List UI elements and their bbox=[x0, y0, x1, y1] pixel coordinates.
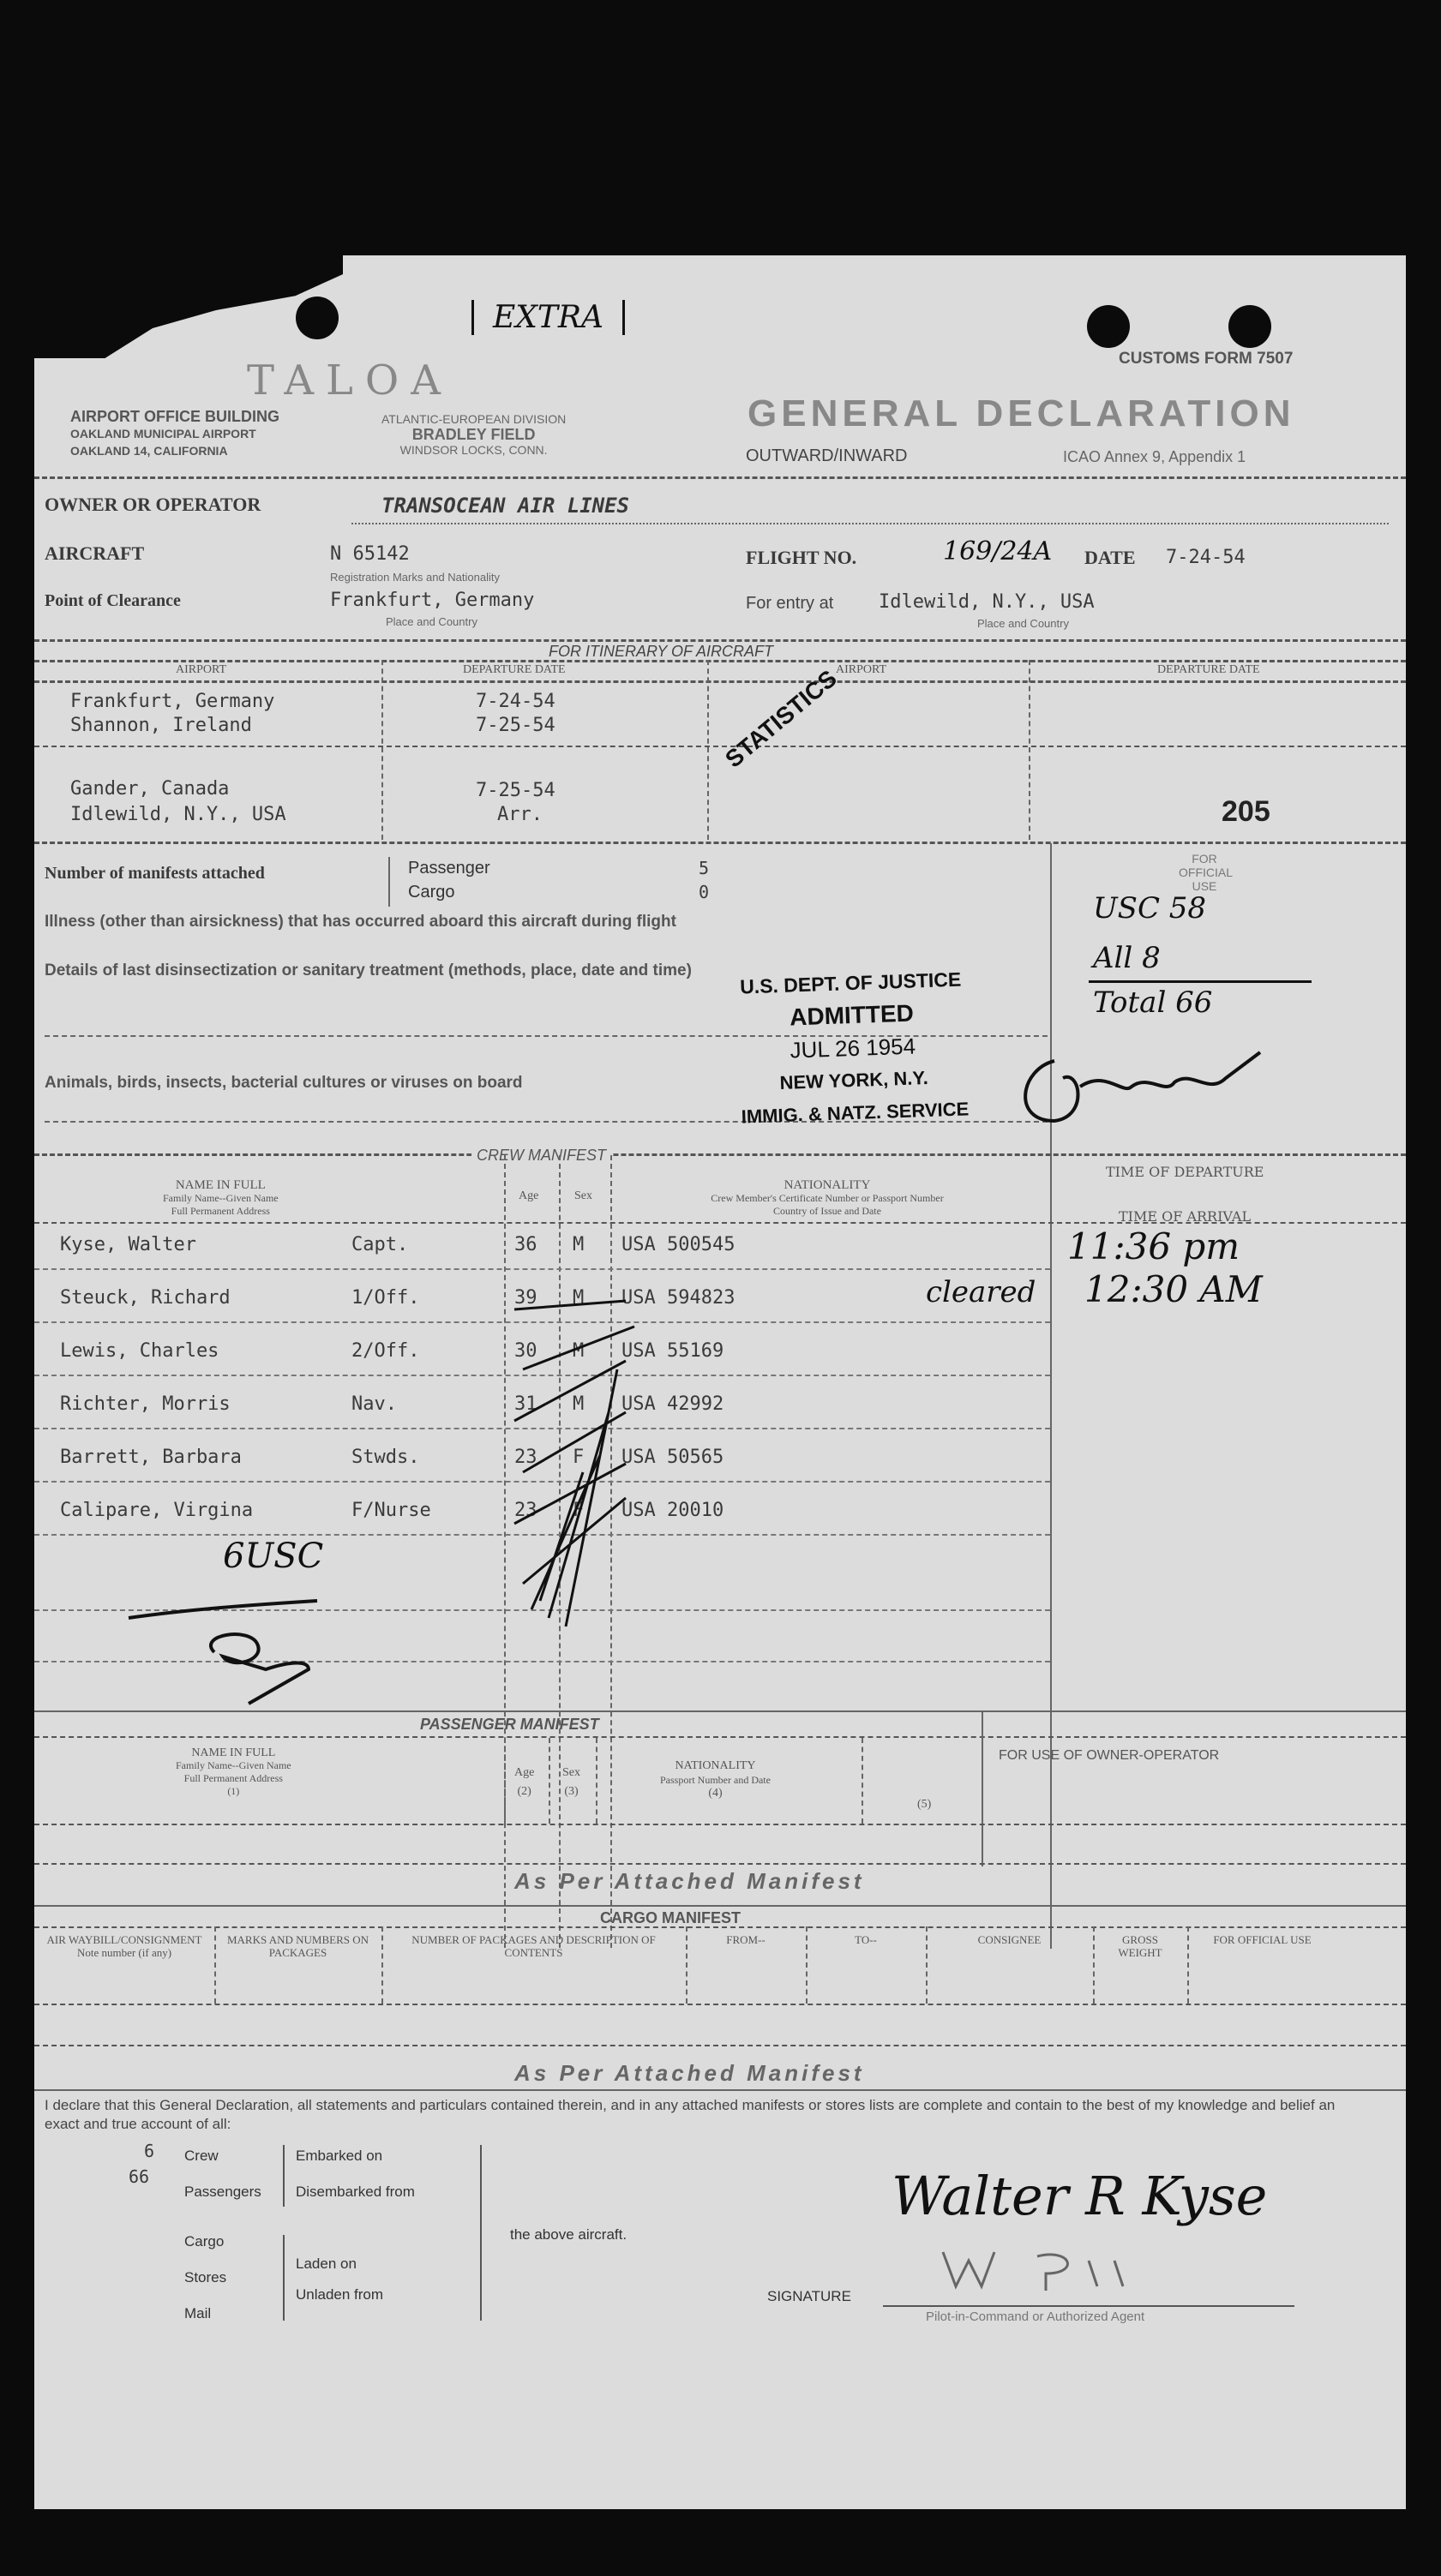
customs-form-number: CUSTOMS FORM 7507 bbox=[1119, 350, 1294, 368]
crew-name: Lewis, Charles bbox=[60, 1340, 219, 1362]
passenger-col-nat bbox=[660, 1759, 771, 1800]
crew-sex: M bbox=[573, 1287, 585, 1309]
crew-sex: M bbox=[573, 1234, 585, 1255]
summary-cargo: Cargo bbox=[184, 2233, 225, 2250]
owner-label: OWNER OR OPERATOR bbox=[45, 494, 261, 515]
col-num: (1) bbox=[227, 1785, 240, 1797]
date-value: 7-24-54 bbox=[1166, 547, 1246, 568]
crew-name: Calipare, Virgina bbox=[60, 1500, 254, 1521]
flight-number: 169/24A bbox=[943, 536, 1053, 566]
animals-label: Animals, birds, insects, bacterial cultures or viruses on board bbox=[45, 1074, 523, 1092]
summary-crew: Crew bbox=[184, 2148, 219, 2164]
crew-hand-mark bbox=[120, 1575, 446, 1721]
signature-caption: Pilot-in-Command or Authorized Agent bbox=[926, 2309, 1145, 2324]
col-sub: Family Name--Given Name bbox=[163, 1192, 279, 1204]
crew-sex: F bbox=[573, 1447, 585, 1468]
clearance-label: Point of Clearance bbox=[45, 591, 181, 610]
itinerary-airport: Shannon, Ireland bbox=[70, 715, 252, 736]
col-num: (3) bbox=[564, 1785, 579, 1798]
cleared-time: 12:30 AM bbox=[1084, 1268, 1263, 1310]
illness-label: Illness (other than airsickness) that has occurred aboard this aircraft during flight bbox=[45, 913, 676, 931]
itinerary-airport: Idlewild, N.Y., USA bbox=[70, 804, 286, 825]
crew-col-nat bbox=[621, 1179, 1033, 1218]
tally-line: Total 66 bbox=[1093, 985, 1213, 1020]
passenger-col-sex bbox=[562, 1764, 580, 1801]
torn-corner bbox=[34, 255, 343, 358]
crew-nationality: USA 50565 bbox=[621, 1447, 724, 1468]
crew-col-age: Age bbox=[519, 1189, 539, 1202]
letterhead-line: AIRPORT OFFICE BUILDING bbox=[70, 408, 279, 425]
entry-value: Idlewild, N.Y., USA bbox=[879, 591, 1095, 613]
owner-line bbox=[351, 523, 1389, 524]
crew-sex: M bbox=[573, 1340, 585, 1362]
clearance-caption: Place and Country bbox=[386, 615, 477, 628]
letterhead-mid bbox=[381, 411, 566, 458]
crew-rank: 1/Off. bbox=[351, 1287, 420, 1309]
aircraft-label: AIRCRAFT bbox=[45, 542, 145, 564]
crew-age: 30 bbox=[514, 1340, 537, 1362]
itinerary-airport-col-2: AIRPORT bbox=[836, 663, 887, 676]
col-title: Sex bbox=[562, 1766, 580, 1779]
form-title: GENERAL DECLARATION bbox=[748, 392, 1295, 434]
crew-sex: M bbox=[573, 1393, 585, 1415]
tally-line: USC 58 bbox=[1093, 891, 1207, 926]
col-title: NATIONALITY bbox=[675, 1759, 756, 1772]
col-sub: Full Permanent Address bbox=[171, 1205, 270, 1217]
punch-hole bbox=[1087, 305, 1130, 348]
summary-mail: Mail bbox=[184, 2305, 212, 2321]
passenger-col-age bbox=[514, 1764, 534, 1801]
crew-age: 39 bbox=[514, 1287, 537, 1309]
tally-rule bbox=[1089, 980, 1312, 983]
date-label: DATE bbox=[1084, 547, 1136, 568]
cargo-col-header: AIR WAYBILL/CONSIGNMENT Note number (if any) bbox=[46, 1933, 202, 1959]
cargo-col-header: MARKS AND NUMBERS ON PACKAGES bbox=[226, 1933, 369, 1959]
cargo-col-divider bbox=[686, 1926, 687, 2004]
time-departure-label: TIME OF DEPARTURE bbox=[1106, 1164, 1264, 1180]
cargo-col-divider bbox=[1187, 1926, 1189, 2004]
arrival-time: 11:36 pm bbox=[1067, 1225, 1240, 1267]
inspector-scribble bbox=[1003, 1035, 1286, 1138]
taloa-logo: TALOA bbox=[247, 356, 453, 404]
summary-passengers: Passengers bbox=[184, 2184, 261, 2200]
itinerary-number: 205 bbox=[1222, 795, 1270, 828]
cargo-header: CARGO MANIFEST bbox=[600, 1909, 741, 1926]
crew-rank: Nav. bbox=[351, 1393, 397, 1415]
passenger-col-5: (5) bbox=[917, 1798, 932, 1811]
manifests-label: Number of manifests attached bbox=[45, 864, 265, 883]
crew-age: 36 bbox=[514, 1234, 537, 1255]
crew-nationality: USA 594823 bbox=[621, 1287, 736, 1309]
crew-nationality: USA 500545 bbox=[621, 1234, 736, 1255]
punch-hole bbox=[1228, 305, 1271, 348]
stamp-line: IMMIG. & NATZ. SERVICE bbox=[741, 1098, 970, 1128]
letterhead-line: OAKLAND 14, CALIFORNIA bbox=[70, 444, 228, 458]
col-num: (4) bbox=[708, 1787, 723, 1800]
col-sub: Country of Issue and Date bbox=[773, 1205, 881, 1217]
cargo-col-header: NUMBER OF PACKAGES AND DESCRIPTION OF CONTENTS bbox=[411, 1933, 656, 1959]
passenger-count: 66 bbox=[129, 2166, 150, 2187]
letterhead-left bbox=[70, 408, 279, 459]
crew-name: Barrett, Barbara bbox=[60, 1447, 242, 1468]
cargo-as-per: As Per Attached Manifest bbox=[514, 2060, 865, 2086]
col-sub: Crew Member's Certificate Number or Passport Number bbox=[711, 1192, 944, 1204]
owner-value: TRANSOCEAN AIR LINES bbox=[381, 494, 629, 518]
itinerary-departure-col: DEPARTURE DATE bbox=[463, 663, 566, 676]
passenger-manifest-count: 5 bbox=[699, 858, 710, 878]
passenger-as-per: As Per Attached Manifest bbox=[514, 1868, 865, 1894]
passenger-col-name bbox=[176, 1746, 291, 1798]
crew-nationality: USA 20010 bbox=[621, 1500, 724, 1521]
crew-rank: 2/Off. bbox=[351, 1340, 420, 1362]
crew-name: Steuck, Richard bbox=[60, 1287, 231, 1309]
stamp-line: JUL 26 1954 bbox=[790, 1033, 916, 1063]
clearance-value: Frankfurt, Germany bbox=[330, 590, 535, 611]
letterhead-line: OAKLAND MUNICIPAL AIRPORT bbox=[70, 427, 256, 440]
crew-checkmarks bbox=[497, 1198, 651, 1644]
signature-line bbox=[883, 2305, 1294, 2307]
passenger-header: PASSENGER MANIFEST bbox=[420, 1716, 599, 1733]
time-arrival-label: TIME OF ARRIVAL bbox=[1119, 1208, 1252, 1225]
crew-name: Richter, Morris bbox=[60, 1393, 231, 1415]
passenger-manifest-label: Passenger bbox=[408, 859, 490, 878]
col-num: (2) bbox=[517, 1785, 531, 1798]
summary-brace bbox=[283, 2235, 285, 2321]
crew-hand-note: 6USC bbox=[223, 1537, 324, 1576]
itinerary-airport: Gander, Canada bbox=[70, 778, 230, 800]
cargo-col-header: CONSIGNEE bbox=[977, 1933, 1042, 1946]
itinerary-airport-col: AIRPORT bbox=[176, 663, 227, 676]
statistics-stamp: STATISTICS bbox=[720, 664, 842, 773]
disinsect-label: Details of last disinsectization or sanitary treatment (methods, place, date and time) bbox=[45, 962, 692, 979]
cargo-col-divider bbox=[381, 1926, 383, 2004]
itinerary-date: 7-24-54 bbox=[476, 691, 555, 712]
form-edge-mark bbox=[53, 2257, 66, 2261]
col-title: Age bbox=[514, 1766, 535, 1779]
itinerary-departure-col-2: DEPARTURE DATE bbox=[1157, 663, 1260, 676]
aircraft-caption: Registration Marks and Nationality bbox=[330, 571, 500, 584]
crew-rank: F/Nurse bbox=[351, 1500, 431, 1521]
cargo-col-header: FOR OFFICIAL USE bbox=[1213, 1933, 1312, 1946]
letterhead-line: ATLANTIC-EUROPEAN DIVISION bbox=[381, 412, 567, 426]
summary-brace bbox=[480, 2145, 482, 2321]
admitted-stamp bbox=[736, 962, 970, 1133]
cargo-manifest-count: 0 bbox=[699, 882, 710, 902]
entry-caption: Place and Country bbox=[977, 617, 1069, 630]
col-sub: Full Permanent Address bbox=[183, 1772, 283, 1784]
cargo-col-header: GROSS WEIGHT bbox=[1118, 1933, 1162, 1959]
owner-use-label: FOR USE OF OWNER-OPERATOR bbox=[999, 1748, 1220, 1763]
crew-header: CREW MANIFEST bbox=[471, 1147, 611, 1165]
official-use-label: FOR OFFICIAL USE bbox=[1179, 852, 1234, 893]
summary-above: the above aircraft. bbox=[510, 2226, 627, 2243]
crew-col-name bbox=[163, 1179, 279, 1218]
col-title: NAME IN FULL bbox=[191, 1746, 276, 1759]
col-sub: Passport Number and Date bbox=[660, 1774, 771, 1786]
stamp-line: ADMITTED bbox=[789, 999, 915, 1031]
cargo-col-header: TO-- bbox=[855, 1933, 877, 1946]
itinerary-airport: Frankfurt, Germany bbox=[70, 691, 275, 712]
punch-hole bbox=[296, 297, 339, 339]
icao-reference: ICAO Annex 9, Appendix 1 bbox=[1063, 448, 1246, 465]
summary-unladen: Unladen from bbox=[296, 2286, 384, 2303]
summary-laden: Laden on bbox=[296, 2255, 357, 2272]
letterhead-line: WINDSOR LOCKS, CONN. bbox=[399, 443, 548, 457]
crew-name: Kyse, Walter bbox=[60, 1234, 196, 1255]
tally-line: All 8 bbox=[1093, 941, 1161, 975]
signature-label: SIGNATURE bbox=[767, 2288, 851, 2304]
flight-label: FLIGHT NO. bbox=[746, 547, 857, 568]
crew-nationality: USA 42992 bbox=[621, 1393, 724, 1415]
form-subtitle: OUTWARD/INWARD bbox=[746, 446, 908, 465]
crew-nationality: USA 55169 bbox=[621, 1340, 724, 1362]
crew-age: 23 bbox=[514, 1500, 537, 1521]
declaration-text: I declare that this General Declaration, all statements and particulars contained therein, and in any attached manifests or stores lists are complete and contain to the best of my knowledge and belief an exact and true account of all: bbox=[45, 2097, 1336, 2132]
cargo-manifest-label: Cargo bbox=[408, 883, 455, 902]
crew-col-sex: Sex bbox=[574, 1189, 592, 1202]
entry-label: For entry at bbox=[746, 594, 834, 613]
itinerary-date: 7-25-54 bbox=[476, 715, 555, 736]
signature: Walter R Kyse bbox=[892, 2165, 1268, 2227]
aircraft-value: N 65142 bbox=[330, 543, 410, 565]
manifests-brace bbox=[388, 857, 390, 907]
extra-note: EXTRA bbox=[471, 300, 625, 335]
cargo-col-header: FROM-- bbox=[726, 1933, 766, 1946]
crew-age: 31 bbox=[514, 1393, 537, 1415]
stamp-line: NEW YORK, N.Y. bbox=[779, 1066, 929, 1093]
cargo-col-divider bbox=[1093, 1926, 1095, 2004]
itinerary-date: Arr. bbox=[497, 804, 543, 825]
cargo-col-divider bbox=[214, 1926, 216, 2004]
signature-faint bbox=[934, 2244, 1192, 2295]
itinerary-date: 7-25-54 bbox=[476, 780, 555, 801]
summary-stores: Stores bbox=[184, 2269, 227, 2285]
summary-disembarked: Disembarked from bbox=[296, 2184, 415, 2200]
col-title: NAME IN FULL bbox=[175, 1178, 266, 1192]
stamp-line: U.S. DEPT. OF JUSTICE bbox=[739, 967, 962, 998]
cargo-col-divider bbox=[806, 1926, 808, 2004]
itinerary-header: FOR ITINERARY OF AIRCRAFT bbox=[549, 643, 774, 660]
crew-age: 23 bbox=[514, 1447, 537, 1468]
summary-brace bbox=[283, 2145, 285, 2207]
crew-count: 6 bbox=[144, 2141, 155, 2161]
declaration-form bbox=[34, 255, 1406, 2509]
cleared-label: cleared bbox=[926, 1275, 1036, 1309]
crew-sex: F bbox=[573, 1500, 585, 1521]
cargo-col-divider bbox=[926, 1926, 928, 2004]
col-title: NATIONALITY bbox=[784, 1178, 871, 1192]
letterhead-line: BRADLEY FIELD bbox=[411, 426, 536, 443]
summary-embarked: Embarked on bbox=[296, 2148, 383, 2164]
col-sub: Family Name--Given Name bbox=[176, 1759, 291, 1771]
crew-rank: Capt. bbox=[351, 1234, 409, 1255]
crew-rank: Stwds. bbox=[351, 1447, 420, 1468]
